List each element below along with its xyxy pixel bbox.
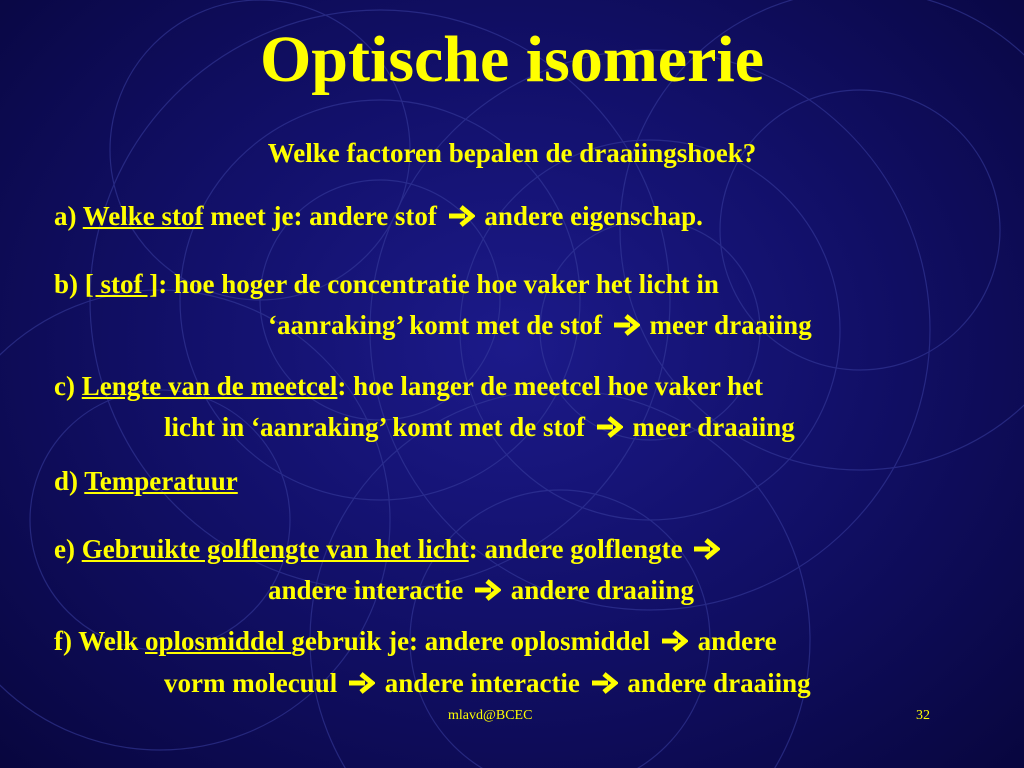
item-text: meet je: andere stof: [203, 201, 444, 231]
item-text: andere draaiing: [620, 668, 811, 698]
right-arrow-icon: [692, 538, 720, 560]
item-text: licht in ‘aanraking’ komt met de stof: [164, 412, 592, 442]
item-text: : hoe langer de meetcel hoe vaker het: [337, 371, 764, 401]
item-text: meer draaiing: [642, 310, 812, 340]
item-term: [ stof ]: [84, 269, 159, 299]
right-arrow-icon: [612, 314, 640, 336]
item-term: Temperatuur: [84, 466, 238, 496]
right-arrow-icon: [447, 205, 475, 227]
item-prefix: c): [54, 371, 82, 401]
right-arrow-icon: [473, 579, 501, 601]
item-c-line2: [164, 407, 795, 447]
item-prefix: d): [54, 466, 85, 496]
item-b-line2: [268, 305, 812, 345]
right-arrow-icon: [347, 672, 375, 694]
item-text: andere draaiing: [503, 575, 694, 605]
slide-title: Optische isomerie: [259, 23, 765, 96]
item-text: meer draaiing: [625, 412, 795, 442]
right-arrow-icon: [590, 672, 618, 694]
item-term: Gebruikte golflengte van het licht: [81, 534, 469, 564]
right-arrow-icon: [595, 416, 623, 438]
item-text: andere interactie: [377, 668, 587, 698]
item-term: Lengte van de meetcel: [81, 371, 338, 401]
item-text: ‘aanraking’ komt met de stof: [268, 310, 609, 340]
item-text: andere: [690, 626, 777, 656]
item-a: [54, 196, 703, 236]
item-prefix: f) Welk: [54, 626, 146, 656]
item-text: gebruik je: andere oplosmiddel: [291, 626, 657, 656]
item-term: oplosmiddel: [145, 626, 292, 656]
item-prefix: b): [54, 269, 85, 299]
item-b: [54, 264, 719, 304]
item-text: andere interactie: [268, 575, 470, 605]
item-c: [54, 366, 763, 406]
right-arrow-icon: [660, 630, 688, 652]
item-text: : hoe hoger de concentratie hoe vaker het licht in: [158, 269, 719, 299]
item-term: Welke stof: [82, 201, 204, 231]
item-f-line2: [164, 663, 811, 703]
item-d: [54, 461, 238, 501]
item-text: andere eigenschap.: [477, 201, 703, 231]
item-e: [54, 529, 723, 569]
slide-subtitle: Welke factoren bepalen de draaiingshoek?: [267, 138, 757, 168]
footer-author: mlavd@BCEC: [448, 708, 533, 723]
footer-page-number: 32: [916, 708, 930, 723]
item-text: vorm molecuul: [164, 668, 344, 698]
item-e-line2: [268, 570, 694, 610]
item-prefix: e): [54, 534, 82, 564]
item-f: [54, 621, 777, 661]
item-text: : andere golflengte: [468, 534, 690, 564]
item-prefix: a): [54, 201, 83, 231]
